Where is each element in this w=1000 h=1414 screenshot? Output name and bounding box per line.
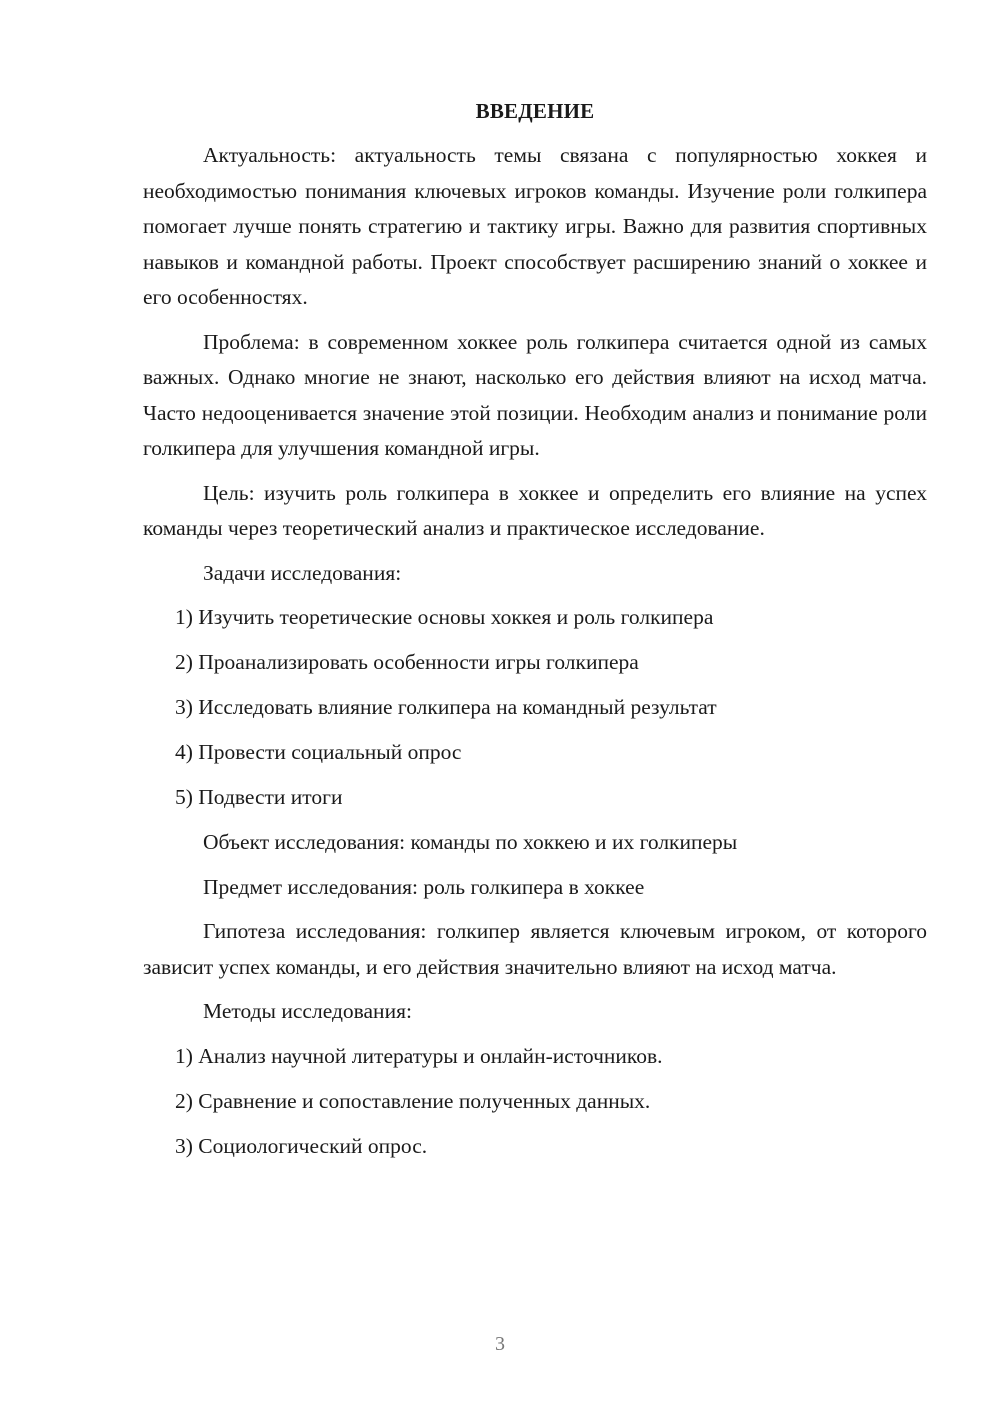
problem-paragraph: Проблема: в современном хоккее роль голкипера считается одной из самых важных. Однако многие не знают, насколько его действия влияют на исход матча. Часто недооценивается значение этой позиции. Необходим анализ и понимание роли голкипера для улучшения командной игры. (143, 329, 927, 460)
section-title: ВВЕДЕНИЕ (475, 99, 595, 123)
subject-paragraph: Предмет исследования: роль голкипера в хоккее (203, 874, 645, 899)
goal-paragraph: Цель: изучить роль голкипера в хоккее и определить его влияние на успех команды через теоретический анализ и практическое исследование. (143, 480, 927, 540)
method-item: 1) Анализ научной литературы и онлайн-источников. (175, 1043, 663, 1068)
methods-list (143, 1039, 927, 1165)
methods-heading: Методы исследования: (203, 999, 412, 1023)
relevance-paragraph: Актуальность: актуальность темы связана с популярностью хоккея и необходимостью понимания ключевых игроков команды. Изучение роли голкипера помогает лучше понять стратегию и тактику игры. Важно для развития спортивных навыков и командной работы. Проект способствует расширению знаний о хоккее и его особенностях. (143, 143, 927, 309)
hypothesis-paragraph: Гипотеза исследования: голкипер является ключевым игроком, от которого зависит успех команды, и его действия значительно влияют на исход матча. (143, 919, 927, 979)
page-content (143, 96, 927, 1174)
task-item: 2) Проанализировать особенности игры голкипера (175, 650, 639, 674)
tasks-heading: Задачи исследования: (203, 560, 402, 585)
task-item: 4) Провести социальный опрос (175, 740, 462, 764)
task-item: 5) Подвести итоги (175, 785, 343, 809)
method-item: 3) Социологический опрос. (175, 1133, 428, 1158)
page-number: 3 (495, 1333, 505, 1355)
task-item: 1) Изучить теоретические основы хоккея и роль голкипера (175, 605, 714, 629)
task-item: 3) Исследовать влияние голкипера на командный результат (175, 695, 717, 719)
object-paragraph: Объект исследования: команды по хоккею и их голкиперы (203, 830, 738, 854)
method-item: 2) Сравнение и сопоставление полученных данных. (175, 1088, 651, 1113)
tasks-list (143, 600, 927, 816)
